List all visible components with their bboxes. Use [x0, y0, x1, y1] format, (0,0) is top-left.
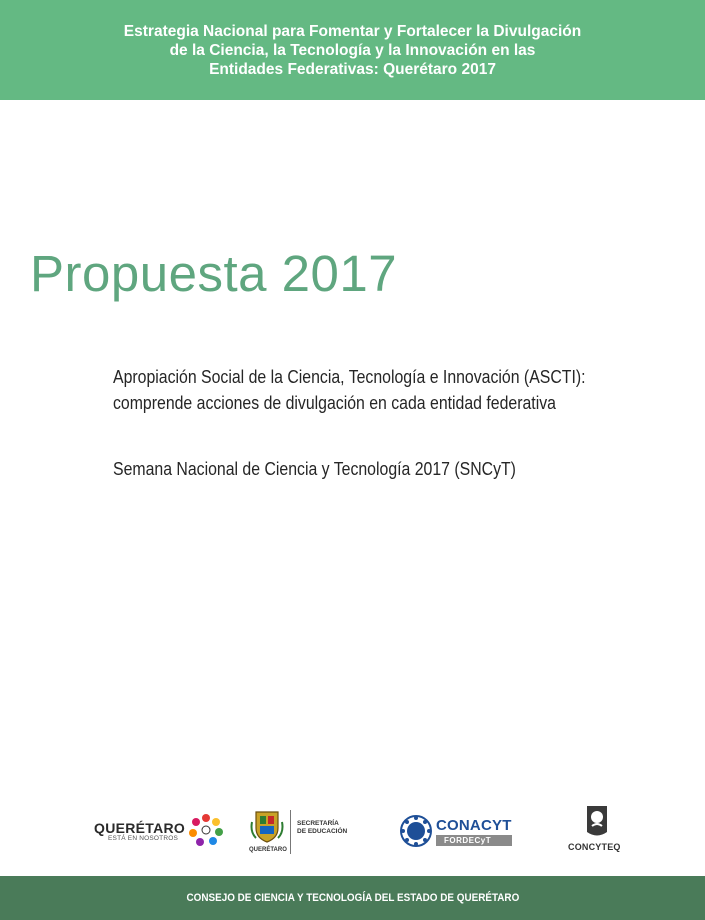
header-line-3: Entidades Federativas: Querétaro 2017: [209, 60, 496, 78]
paragraph-sncyt: Semana Nacional de Ciencia y Tecnología 2017 (SNCyT): [113, 459, 516, 479]
footer-banner: [0, 876, 705, 920]
secretaria-line-2: DE EDUCACIÓN: [297, 828, 348, 835]
queretaro-logo-word: QUERÉTARO: [94, 820, 186, 836]
queretaro-logo-tagline: ESTÁ EN NOSOTROS: [108, 835, 179, 842]
footer-text: CONSEJO DE CIENCIA Y TECNOLOGÍA DEL ESTADO DE QUERÉTARO: [186, 892, 519, 904]
seal-caption: QUERÉTARO: [249, 847, 287, 853]
paragraph-ascti-line-1: Apropiación Social de la Ciencia, Tecnología e Innovación (ASCTI):: [113, 367, 586, 387]
paragraph-ascti-line-2: comprende acciones de divulgación en cada entidad federativa: [113, 393, 556, 413]
concyteq-logo-word: CONCYTEQ: [568, 842, 621, 852]
queretaro-logo: [94, 820, 185, 842]
conacyt-logo-word: CONACYT: [436, 817, 512, 834]
header-line-2: de la Ciencia, la Tecnología y la Innovación en las: [169, 41, 536, 59]
logo-strip: [0, 800, 705, 860]
colorful-star-flower-icon: [188, 812, 224, 848]
conacyt-logo: [436, 817, 512, 846]
conacyt-globe-icon: [398, 814, 434, 848]
secretaria-logo-text: [297, 820, 347, 836]
fordecyt-badge: FORDECyT: [436, 835, 512, 846]
header-line-1: Estrategia Nacional para Fomentar y Fortalecer la Divulgación: [123, 22, 582, 40]
concyteq-emblem-icon: [584, 804, 610, 840]
paragraph-ascti: [113, 364, 586, 416]
header-banner: [0, 0, 705, 100]
logo-divider: [290, 810, 291, 854]
page-title: Propuesta 2017: [30, 245, 398, 302]
state-seal-icon: [250, 808, 284, 844]
secretaria-line-1: SECRETARÍA: [297, 820, 339, 827]
